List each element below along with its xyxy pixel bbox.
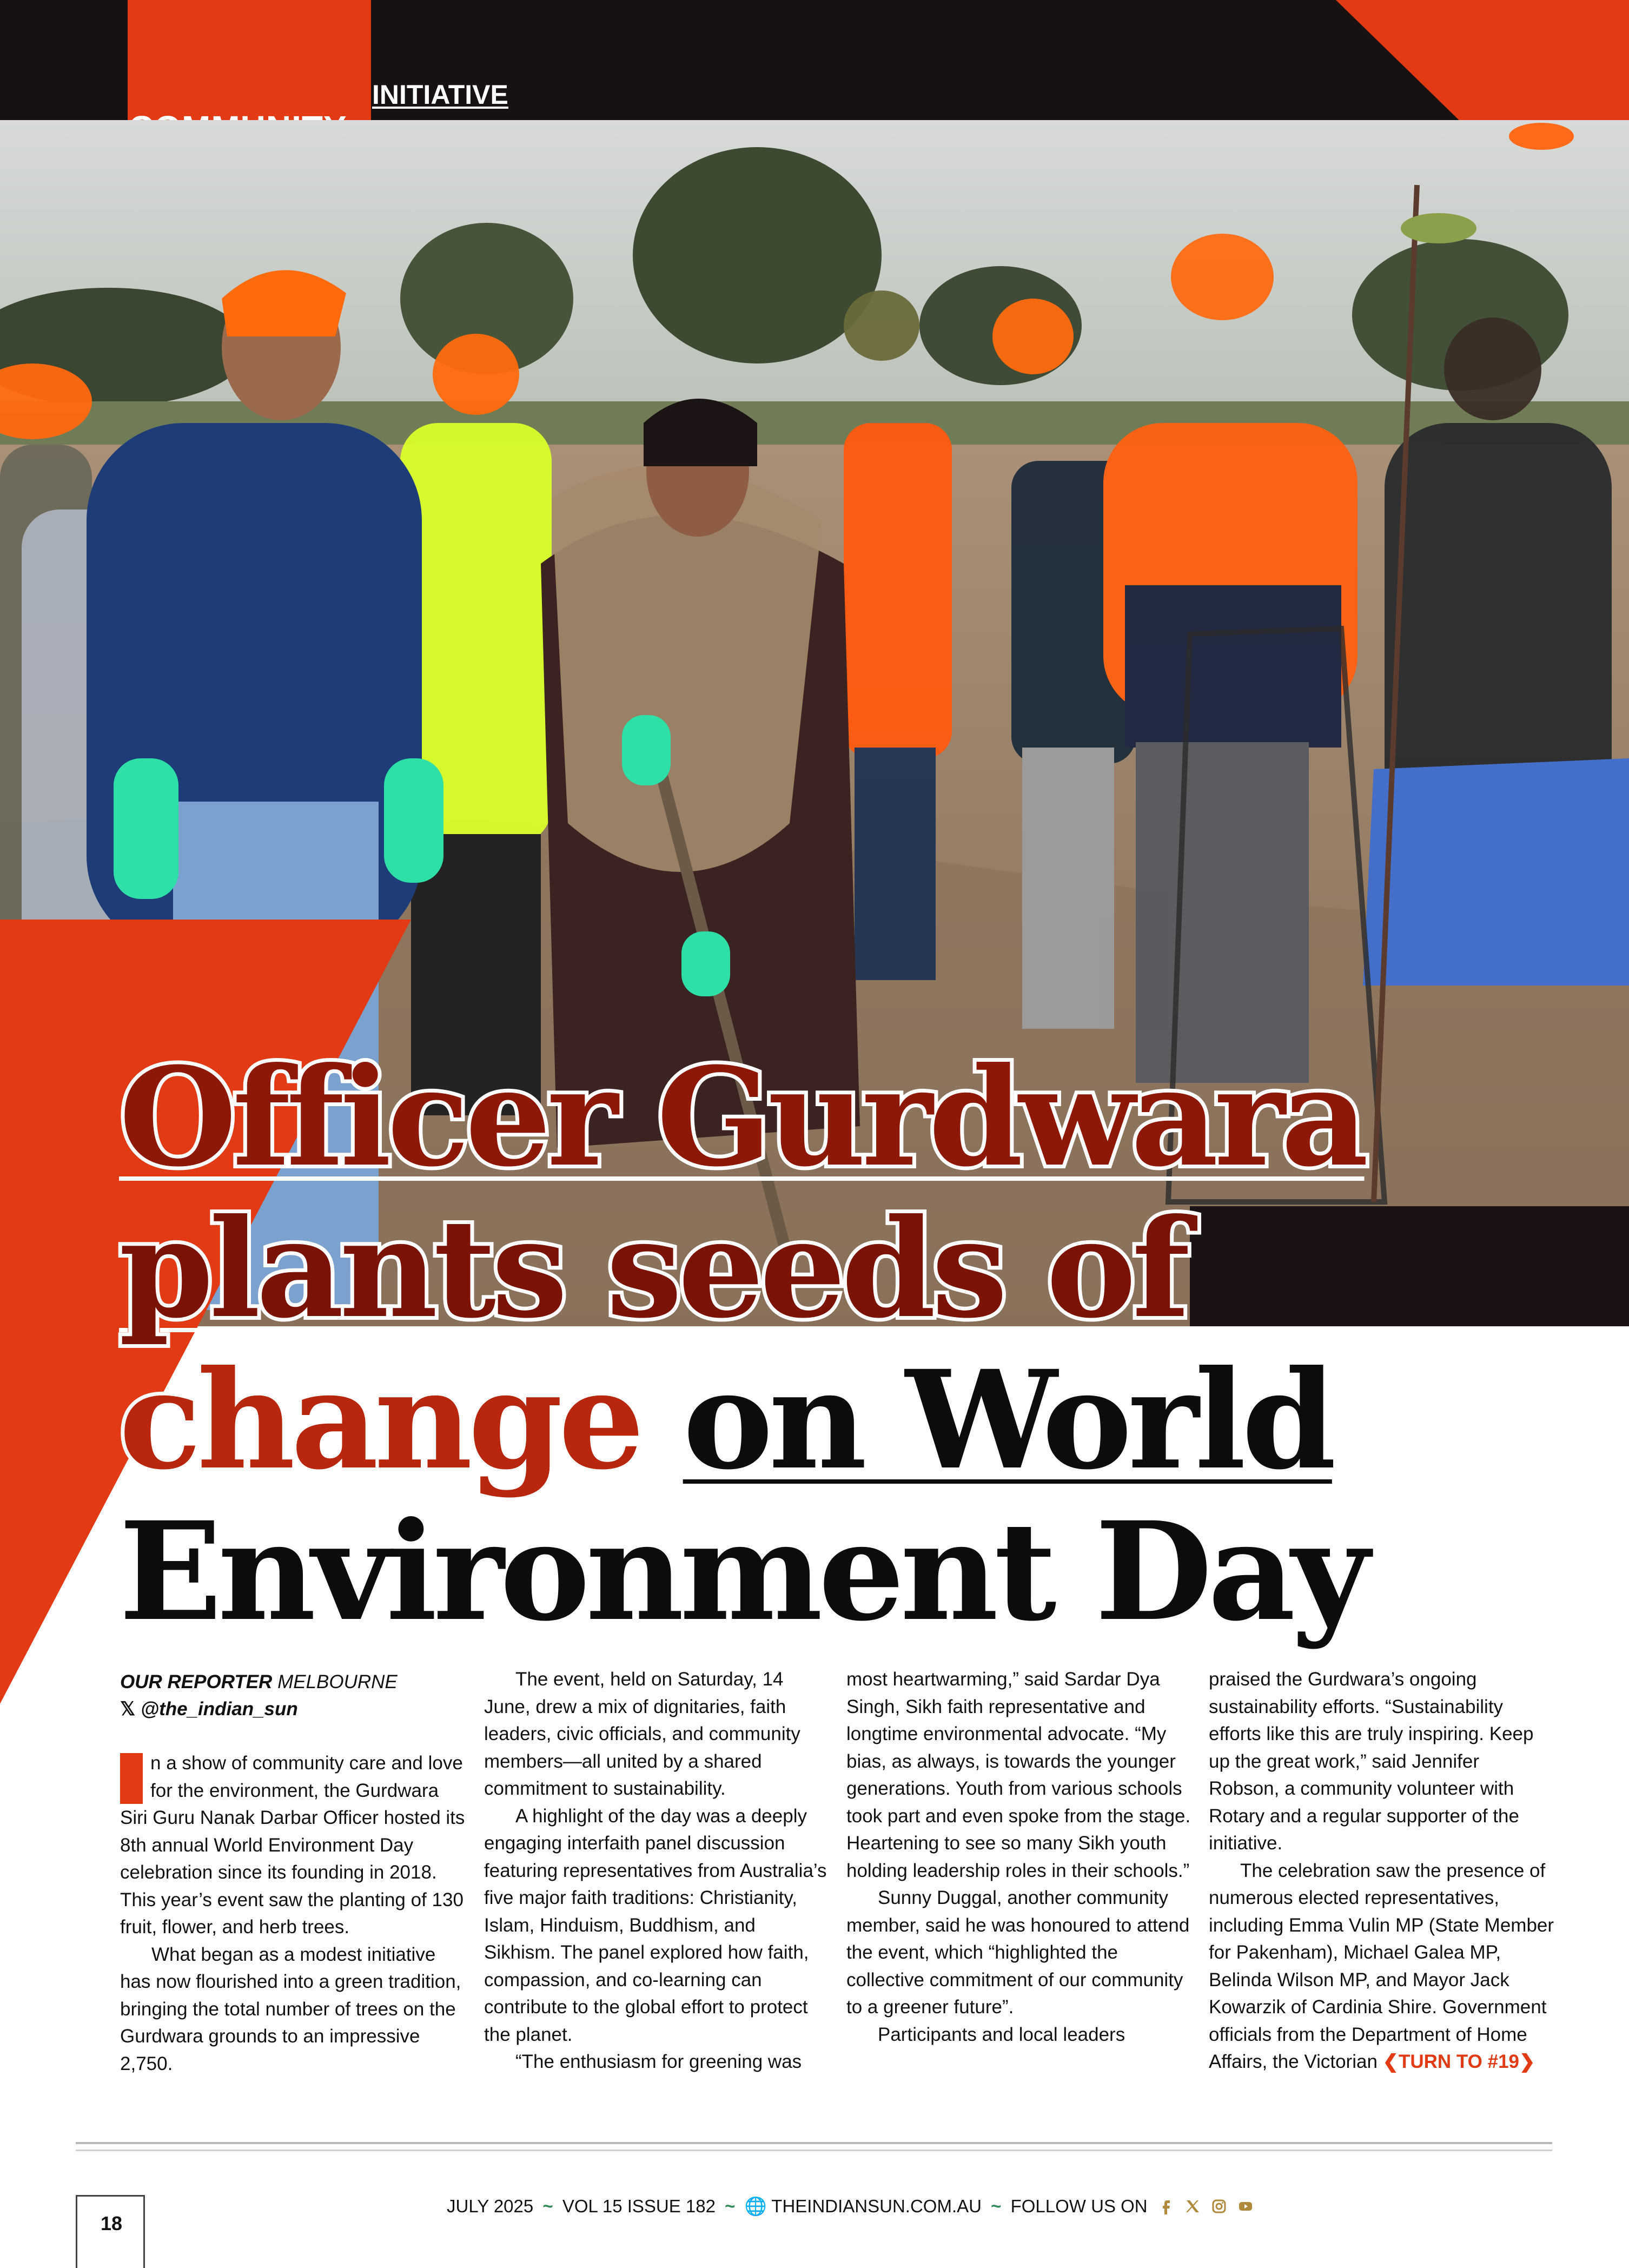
instagram-icon[interactable] <box>1211 2198 1227 2214</box>
section-kicker-initiative: INITIATIVE <box>372 80 508 110</box>
headline-on-world: on World <box>683 1340 1332 1499</box>
paragraph: Participants and local leaders <box>878 2024 1125 2045</box>
paragraph: A highlight of the day was a deeply engaging interfaith panel discussion featuring representatives from Australia’s five major faith traditions: Christianity, Islam, Hinduism, Buddhism, and Sikhism. The panel explored how faith, compassion, and co-learning can contribute to the global effort to protect the planet. <box>484 1805 827 2045</box>
article-column-2 <box>484 1666 830 2076</box>
dropcap <box>120 1753 143 1804</box>
footer-rule <box>76 2142 1552 2144</box>
globe-icon: 🌐 <box>744 2196 767 2216</box>
footer-date: JULY 2025 <box>447 2196 534 2216</box>
headline-line-2: plants seeds of <box>119 1189 1186 1348</box>
paragraph: The celebration saw the presence of numerous elected representatives, including Emma Vulin MP (State Member for Pakenham), Michael Galea MP, Belinda Wilson MP, and Mayor Jack Kowarzik of Cardinia Shire. Government officials from the Department of Home Affairs, the Victorian ❮TURN TO #19❯ <box>1209 1860 1554 2072</box>
article-column-3 <box>846 1666 1193 2048</box>
x-icon: 𝕏 <box>120 1698 136 1720</box>
byline-reporter: OUR REPORTER <box>120 1671 273 1692</box>
byline-handle[interactable]: @the_indian_sun <box>140 1698 298 1720</box>
footer-website[interactable]: THEINDIANSUN.COM.AU <box>771 2196 982 2216</box>
article-column-1 <box>120 1750 466 2078</box>
footer-separator: ~ <box>542 2196 553 2216</box>
paragraph: “The enthusiasm for greening was <box>515 2051 802 2072</box>
page-number: 18 <box>101 2212 123 2234</box>
paragraph: n a show of community care and love for the environment, the Gurdwara Siri Guru Nanak Darbar Officer hosted its 8th annual World Environment Day celebration since its founding in 2018. This year’s event saw the planting of 130 fruit, flower, and herb trees. <box>120 1753 465 1938</box>
headline-environment-day: Environment Day <box>119 1492 1366 1651</box>
footer-separator: ~ <box>991 2196 1002 2216</box>
article-column-4 <box>1209 1666 1555 2076</box>
byline-location: MELBOURNE <box>277 1671 398 1692</box>
footer-issue: VOL 15 ISSUE 182 <box>562 2196 716 2216</box>
paragraph: Sunny Duggal, another community member, said he was honoured to attend the event, which “highlighted the collective commitment of our community to a greener future”. <box>846 1887 1190 2018</box>
footer-separator: ~ <box>725 2196 736 2216</box>
footer-info <box>447 2197 1254 2215</box>
facebook-icon[interactable] <box>1158 2198 1174 2214</box>
paragraph: The event, held on Saturday, 14 June, drew a mix of dignitaries, faith leaders, civic officials, and community members—all united by a shared commitment to sustainability. <box>484 1669 800 1799</box>
footer-rule <box>76 2150 1552 2151</box>
headline-change: change <box>119 1340 640 1499</box>
x-icon[interactable] <box>1184 2198 1201 2214</box>
footer-follow: FOLLOW US ON <box>1010 2196 1148 2216</box>
byline <box>120 1669 423 1723</box>
youtube-icon[interactable] <box>1237 2198 1254 2214</box>
turn-to-link[interactable]: ❮TURN TO #19❯ <box>1382 2051 1535 2072</box>
headline <box>119 1037 1504 1651</box>
paragraph: praised the Gurdwara’s ongoing sustainability efforts. “Sustainability efforts like this are truly inspiring. Keep up the great work,” said Jennifer Robson, a community volunteer with Rotary and a regular supporter of the initiative. <box>1209 1669 1534 1854</box>
paragraph: What began as a modest initiative has now flourished into a green tradition, bringing the total number of trees on the Gurdwara grounds to an impressive 2,750. <box>120 1943 461 2074</box>
headline-line-1: Officer Gurdwara <box>119 1037 1365 1196</box>
paragraph: most heartwarming,” said Sardar Dya Singh, Sikh faith representative and longtime environmental advocate. “My bias, as always, is towards the younger generations. Youth from various schools took part and even spoke from the stage. Heartening to see so many Sikh youth holding leadership roles in their schools.” <box>846 1669 1191 1881</box>
